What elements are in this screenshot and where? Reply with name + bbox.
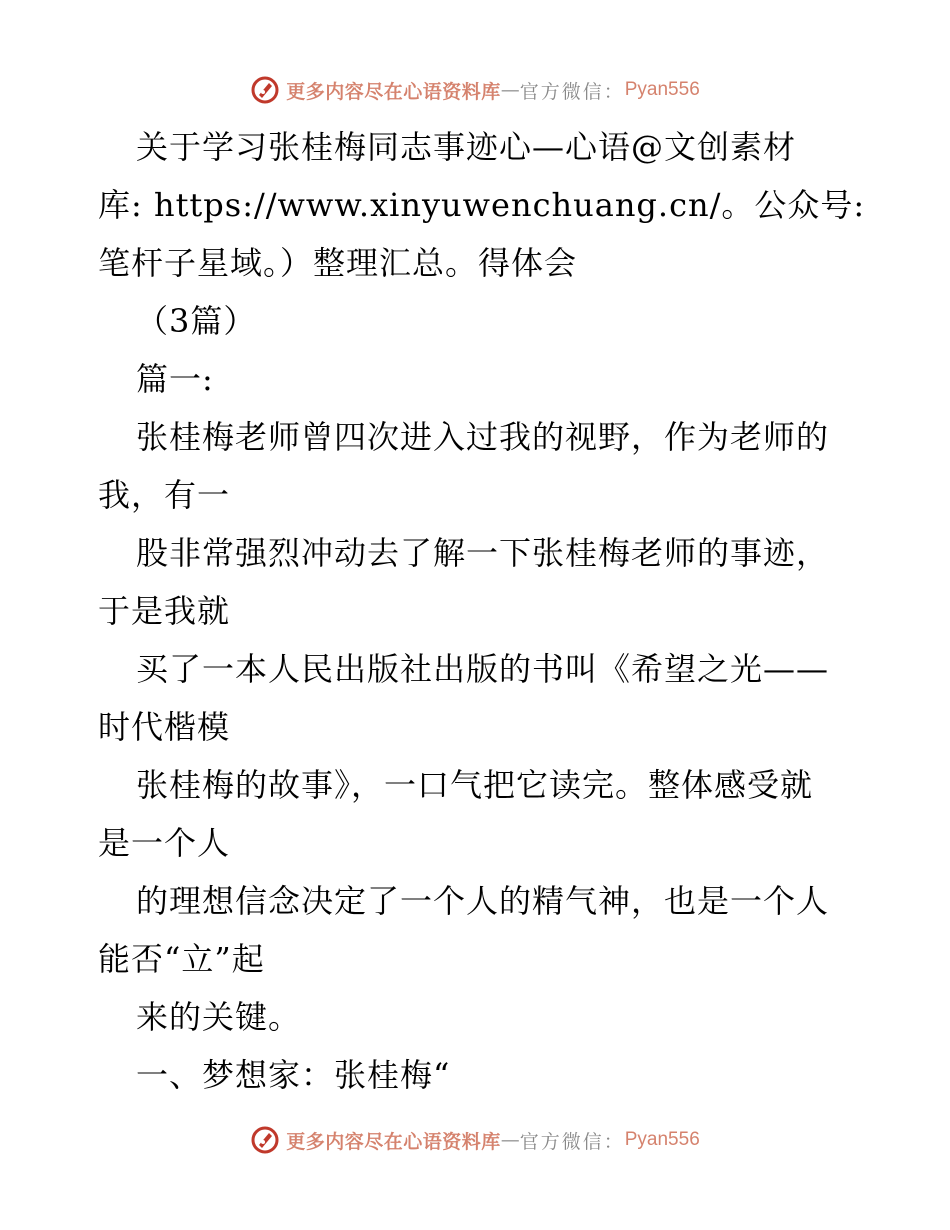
text-line-6: 张桂梅老师曾四次进入过我的视野，作为老师的 <box>136 418 830 456</box>
document-body <box>98 118 866 1104</box>
text-line-9: 于是我就 <box>98 592 231 630</box>
text-line-1: 关于学习张桂梅同志事迹心—心语@文创素材 <box>136 128 797 166</box>
section-heading-2: 一、梦想家：张桂梅“ <box>136 1056 451 1094</box>
watermark-wechat-id: Pyan556 <box>624 79 700 100</box>
pen-nib-logo-icon <box>250 1125 280 1155</box>
watermark-brand: 更多内容尽在心语资料库 <box>286 80 501 103</box>
watermark-wechat-label: 官方微信： <box>519 1130 625 1153</box>
header-watermark <box>0 70 950 110</box>
section-heading-1: 篇一: <box>136 360 214 398</box>
text-line-16: 来的关键。 <box>136 998 302 1036</box>
text-line-4: （3篇） <box>136 302 257 340</box>
watermark-separator: — <box>500 79 520 101</box>
footer-watermark <box>0 1120 950 1160</box>
text-line-11: 时代楷模 <box>98 708 231 746</box>
text-line-15: 能否“立”起 <box>98 940 265 978</box>
watermark-brand: 更多内容尽在心语资料库 <box>286 1130 501 1153</box>
watermark-wechat-label: 官方微信： <box>519 80 625 103</box>
text-line-14: 的理想信念决定了一个人的精气神，也是一个人 <box>136 882 830 920</box>
text-line-12: 张桂梅的故事》，一口气把它读完。整体感受就 <box>136 766 814 804</box>
text-line-3: 笔杆子星域。）整理汇总。得体会 <box>98 244 578 282</box>
text-line-13: 是一个人 <box>98 824 231 862</box>
watermark-separator: — <box>500 1129 520 1151</box>
pen-nib-logo-icon <box>250 75 280 105</box>
text-line-2: 库: https://www.xinyuwenchuang.cn/。公众号: <box>98 186 866 224</box>
text-line-10: 买了一本人民出版社出版的书叫《希望之光—— <box>136 650 830 688</box>
text-line-8: 股非常强烈冲动去了解一下张桂梅老师的事迹， <box>136 534 830 572</box>
watermark-wechat-id: Pyan556 <box>624 1129 700 1150</box>
text-line-7: 我，有一 <box>98 476 231 514</box>
